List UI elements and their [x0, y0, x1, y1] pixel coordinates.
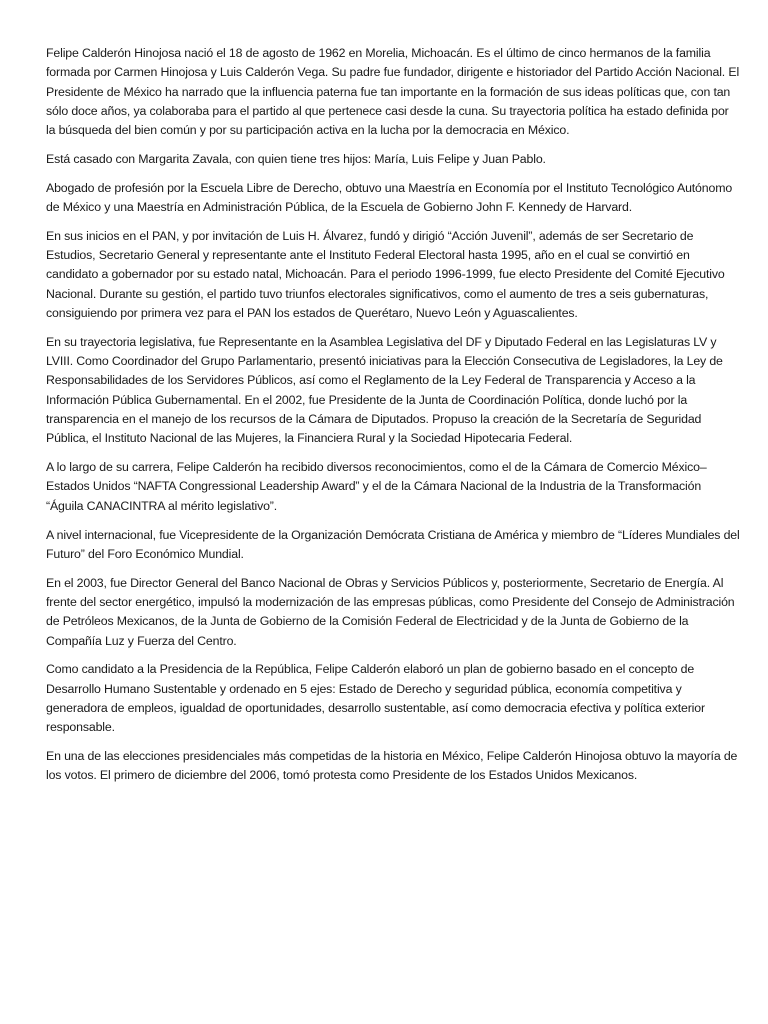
paragraph-international: A nivel internacional, fue Vicepresidente de la Organización Demócrata Cristiana de América y miembro de “Líderes Mundiales del Futuro” del Foro Económico Mundial. [46, 527, 740, 561]
paragraph-energy: En el 2003, fue Director General del Banco Nacional de Obras y Servicios Públicos y, posteriormente, Secretario de Energía. Al frente del sector energético, impulsó la modernización de las empresas públicas, como Presidente del Consejo de Administración de Petróleos Mexicanos, de la Junta de Gobierno de la Comisión Federal de Electricidad y de la Junta de Gobierno de la Compañía Luz y Fuerza del Centro. [46, 575, 735, 648]
paragraph-legislative: En su trayectoria legislativa, fue Representante en la Asamblea Legislativa del DF y Diputado Federal en las Legislaturas LV y LVIII. Como Coordinador del Grupo Parlamentario, presentó iniciativas para la Elección Consecutiva de Legisladores, la Ley de Responsabilidades de los Servidores Públicos, así como el Reglamento de la Ley Federal de Transparencia y Acceso a la Información Pública Gubernamental. En el 2002, fue Presidente de la Junta de Coordinación Política, donde luchó por la transparencia en el manejo de los recursos de la Cámara de Diputados. Propuso la creación de la Secretaría de Seguridad Pública, el Instituto Nacional de las Mujeres, la Financiera Rural y la Sociedad Hipotecaria Federal. [46, 334, 723, 446]
paragraph-election: En una de las elecciones presidenciales más competidas de la historia en México, Felipe Calderón Hinojosa obtuvo la mayoría de los votos. El primero de diciembre del 2006, tomó protesta como Presidente de los Estados Unidos Mexicanos. [46, 749, 738, 783]
paragraph-candidacy: Como candidato a la Presidencia de la República, Felipe Calderón elaboró un plan de gobierno basado en el concepto de Desarrollo Humano Sustentable y ordenado en 5 ejes: Estado de Derecho y seguridad pública, economía competitiva y generadora de empleos, igualdad de oportunidades, desarrollo sustentable, así como democracia efectiva y política exterior responsable. [46, 662, 705, 735]
paragraph-pan-career: En sus inicios en el PAN, y por invitación de Luis H. Álvarez, fundó y dirigió “Acción Juvenil”, además de ser Secretario de Estudios, Secretario General y representante ante el Instituto Federal Electoral hasta 1995, año en el cual se convirtió en candidato a gobernador por su estado natal, Michoacán. Para el periodo 1996-1999, fue electo Presidente del Comité Ejecutivo Nacional. Durante su gestión, el partido tuvo triunfos electorales significativos, como el aumento de tres a seis gubernaturas, consiguiendo por primera vez para el PAN los estados de Querétaro, Nuevo León y Aguascalientes. [46, 228, 725, 321]
paragraph-awards: A lo largo de su carrera, Felipe Calderón ha recibido diversos reconocimientos, como el de la Cámara de Comercio México–Estados Unidos “NAFTA Congressional Leadership Award” y el de la Cámara Nacional de la Industria de la Transformación “Águila CANACINTRA al mérito legislativo”. [46, 460, 707, 513]
paragraph-education: Abogado de profesión por la Escuela Libre de Derecho, obtuvo una Maestría en Economía por el Instituto Tecnológico Autónomo de México y una Maestría en Administración Pública, de la Escuela de Gobierno John F. Kennedy de Harvard. [46, 180, 733, 215]
paragraph-birth: Felipe Calderón Hinojosa nació el 18 de agosto de 1962 en Morelia, Michoacán. Es el último de cinco hermanos de la familia formada por Carmen Hinojosa y Luis Calderón Vega. Su padre fue fundador, dirigente e historiador del Partido Acción Nacional. El Presidente de México ha narrado que la influencia paterna fue tan importante en la formación de sus ideas políticas que, con tan sólo doce años, ya colaboraba para el partido al que pertenece casi desde la cuna. Su trayectoria política ha estado definida por la búsqueda del bien común y por su participación activa en la lucha por la democracia en México. [46, 46, 740, 138]
paragraph-family: Está casado con Margarita Zavala, con quien tiene tres hijos: María, Luis Felipe y Juan Pablo. [46, 151, 546, 166]
